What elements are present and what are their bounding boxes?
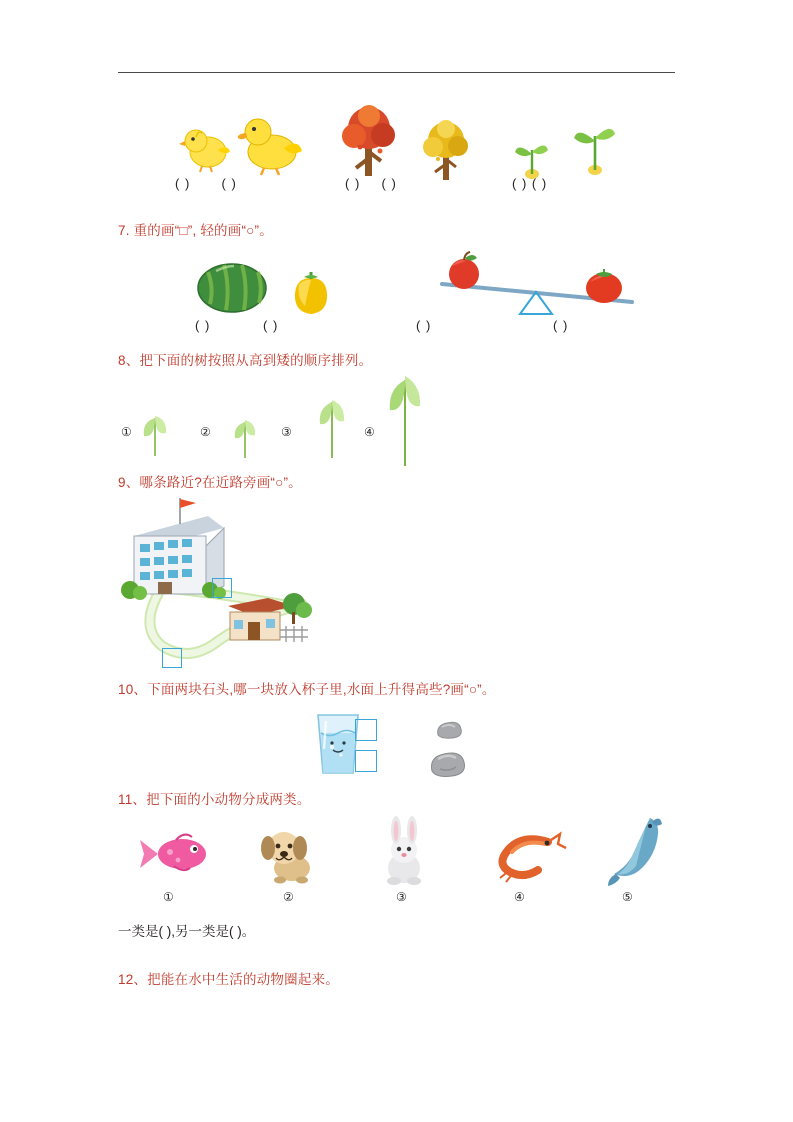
q10-text: 10、下面两块石头,哪一块放入杯子里,水面上升得高些?画“○”。 xyxy=(118,682,496,697)
sprout-large-image xyxy=(570,116,620,180)
q9-answer-box-bottom[interactable] xyxy=(162,648,182,668)
q11-label-5: ⑤ xyxy=(622,890,633,904)
q6-paren-e: ( ) xyxy=(512,176,528,191)
q9-illustration xyxy=(118,494,418,674)
leaf-tree-4-image xyxy=(384,368,426,468)
q11-label-1: ① xyxy=(163,890,174,904)
dolphin-image xyxy=(606,812,664,890)
q6-image-row xyxy=(118,100,675,180)
q11-label-4: ④ xyxy=(514,890,525,904)
q11-text: 11、把下面的小动物分成两类。 xyxy=(118,792,311,807)
q7-paren-2: ( ) xyxy=(263,318,279,333)
fish-image xyxy=(138,830,214,878)
q10-illustration xyxy=(118,705,538,785)
chick-image xyxy=(178,122,238,174)
rabbit-image xyxy=(376,818,432,886)
autumn-tree-yellow-image xyxy=(416,116,476,186)
leaf-tree-1-image xyxy=(138,400,172,458)
q11-label-2: ② xyxy=(283,890,294,904)
q6-paren-group-1 xyxy=(175,176,237,191)
q8-label-3: ③ xyxy=(281,425,292,439)
leaf-tree-2-image xyxy=(228,406,262,460)
q7-image-row xyxy=(118,248,675,318)
large-stone-image xyxy=(428,749,468,779)
q11-image-row xyxy=(118,812,675,894)
q8-text: 8、把下面的树按照从高到矮的顺序排列。 xyxy=(118,353,373,368)
q8-label-1: ① xyxy=(121,425,132,439)
shrimp-image xyxy=(490,832,562,880)
q10-answer-box-2[interactable] xyxy=(355,750,377,772)
q11-label-3: ③ xyxy=(396,890,407,904)
q7-paren-4: ( ) xyxy=(553,318,569,333)
q9-text: 9、哪条路近?在近路旁画“○”。 xyxy=(118,475,302,490)
q11-answer-line[interactable]: 一类是( ),另一类是( )。 xyxy=(118,924,256,939)
q6-paren-group-3 xyxy=(512,176,547,191)
header-divider xyxy=(118,72,675,73)
dog-image xyxy=(258,828,322,884)
q9-answer-box-top[interactable] xyxy=(212,578,232,598)
q8-label-2: ② xyxy=(200,425,211,439)
q6-paren-f: ( ) xyxy=(531,176,548,191)
q6-paren-a: ( ) xyxy=(175,176,191,191)
q6-paren-group-2 xyxy=(345,176,397,191)
watermelon-image xyxy=(196,260,268,316)
q6-paren-c: ( ) xyxy=(345,176,361,191)
q8-image-row xyxy=(118,368,675,473)
duck-image xyxy=(236,112,308,172)
q8-label-4: ④ xyxy=(364,425,375,439)
q12-text: 12、把能在水中生活的动物圈起来。 xyxy=(118,972,339,987)
q10-answer-box-1[interactable] xyxy=(355,719,377,741)
autumn-tree-red-image xyxy=(336,102,402,180)
q6-paren-b: ( ) xyxy=(221,176,237,191)
seesaw-image xyxy=(428,250,648,316)
q7-text: 7. 重的画“□”, 轻的画“○”。 xyxy=(118,223,273,238)
small-stone-image xyxy=(434,719,464,741)
q6-paren-d: ( ) xyxy=(381,176,397,191)
bell-pepper-image xyxy=(290,268,332,318)
leaf-tree-3-image xyxy=(314,388,350,460)
q7-paren-1: ( ) xyxy=(195,318,211,333)
q7-paren-3: ( ) xyxy=(416,318,432,333)
